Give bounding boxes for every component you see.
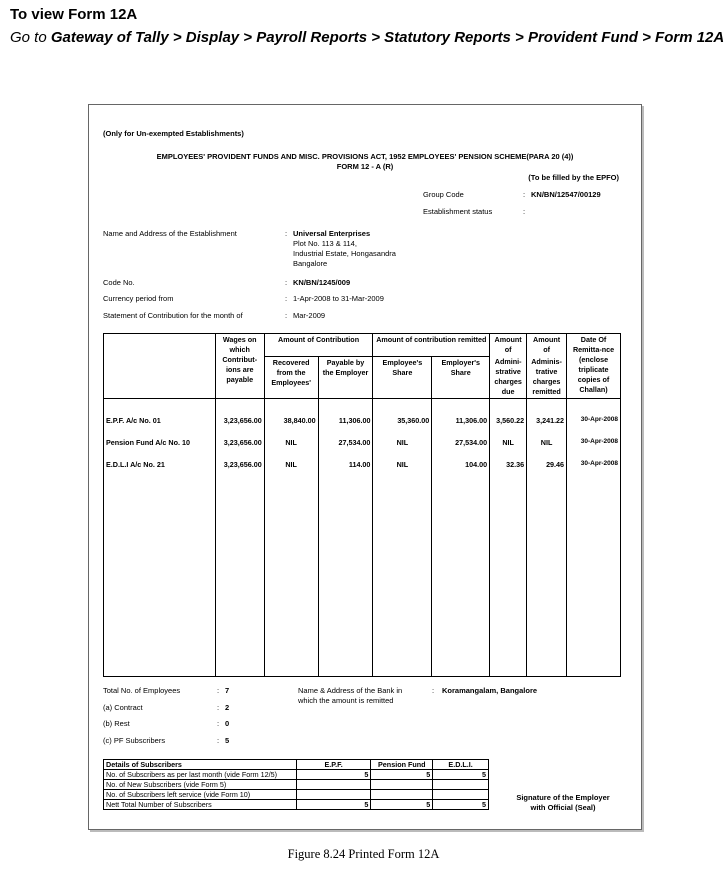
table-row: [104, 780, 489, 790]
table-row: [104, 415, 621, 437]
colon: :: [217, 736, 220, 745]
table-row: [104, 800, 489, 810]
admin-remitted-header-top: Amount of: [527, 334, 567, 357]
establishment-status-label: Establishment status: [423, 207, 493, 216]
employer-share-cell: 104.00: [432, 459, 490, 481]
row-label: E.D.L.I A/c No. 21: [104, 459, 216, 481]
bank-label-continued: which the amount is remitted: [298, 696, 394, 705]
blank-header-cell: [104, 334, 216, 399]
pension-header: Pension Fund: [371, 760, 433, 770]
table-row: [104, 770, 489, 780]
establishment-name: Universal Enterprises: [293, 229, 371, 238]
epf-cell: [296, 780, 371, 790]
subscriber-label: No. of New Subscribers (vide Form 5): [104, 780, 297, 790]
admin-due-header-top: Amount of: [490, 334, 527, 357]
filler-row: [104, 481, 621, 677]
table-row: [104, 459, 621, 481]
pf-subscribers-value: 5: [225, 736, 230, 745]
admin-due-cell: NIL: [490, 437, 527, 459]
code-value: KN/BN/1245/009: [293, 278, 351, 287]
date-header: Date Of Remitta-nce (enclose triplicate copies of Challan): [567, 334, 621, 399]
admin-remitted-header: Adminis-trative charges remitted: [527, 356, 567, 399]
colon: :: [523, 190, 526, 199]
wages-cell: 3,23,656.00: [215, 437, 264, 459]
recovered-header: Recovered from the Employees': [264, 356, 318, 399]
employee-share-header: Employee's Share: [373, 356, 432, 399]
pension-cell: 5: [371, 770, 433, 780]
wages-header: Wages on which Contribut-ions are payable: [215, 334, 264, 399]
date-cell: 30-Apr-2008: [567, 459, 621, 481]
establishment-address-line: Bangalore: [293, 259, 328, 268]
date-cell: 30-Apr-2008: [567, 437, 621, 459]
table-header-row: [104, 334, 621, 357]
payable-cell: 11,306.00: [318, 415, 373, 437]
subscribers-header-row: [104, 760, 489, 770]
colon: :: [217, 703, 220, 712]
pension-cell: [371, 790, 433, 800]
signature-line: Signature of the Employer: [516, 793, 610, 802]
subscriber-label: Nett Total Number of Subscribers: [104, 800, 297, 810]
currency-label: Currency period from: [103, 294, 174, 303]
colon: :: [523, 207, 526, 216]
contract-value: 2: [225, 703, 230, 712]
edli-header: E.D.L.I.: [433, 760, 489, 770]
figure-caption: Figure 8.24 Printed Form 12A: [287, 847, 440, 861]
total-employees-label: Total No. of Employees: [103, 686, 181, 695]
recovered-cell: NIL: [264, 437, 318, 459]
name-address-label: Name and Address of the Establishment: [103, 229, 237, 238]
currency-value: 1-Apr-2008 to 31-Mar-2009: [293, 294, 384, 303]
employer-share-header: Employer's Share: [432, 356, 490, 399]
epf-cell: 5: [296, 770, 371, 780]
statement-value: Mar-2009: [293, 311, 326, 320]
employer-share-cell: 11,306.00: [432, 415, 490, 437]
payable-cell: 114.00: [318, 459, 373, 481]
colon: :: [285, 294, 288, 303]
colon: :: [432, 686, 435, 695]
admin-due-cell: 3,560.22: [490, 415, 527, 437]
establishment-address-line: Plot No. 113 & 114,: [293, 239, 357, 248]
contribution-table: [103, 333, 621, 677]
group-code-label: Group Code: [423, 190, 464, 199]
act-title: EMPLOYEES' PROVIDENT FUNDS AND MISC. PROVISIONS ACT, 1952 EMPLOYEES' PENSION SCHEME(PARA 20 (4)): [156, 152, 574, 161]
colon: :: [285, 229, 288, 238]
navigation-path: [10, 29, 725, 47]
wages-cell: 3,23,656.00: [215, 459, 264, 481]
colon: :: [285, 278, 288, 287]
code-label: Code No.: [103, 278, 135, 287]
admin-due-cell: 32.36: [490, 459, 527, 481]
table-row: [104, 437, 621, 459]
subscribers-table: [103, 759, 489, 810]
group-code-value: KN/BN/12547/00129: [531, 190, 601, 199]
employee-share-cell: NIL: [373, 437, 432, 459]
page-title: To view Form 12A: [10, 6, 138, 23]
edli-cell: [433, 790, 489, 800]
epf-cell: 5: [296, 800, 371, 810]
signature-seal: with Official (Seal): [530, 803, 596, 812]
payable-cell: 27,534.00: [318, 437, 373, 459]
colon: :: [285, 311, 288, 320]
bank-label: Name & Address of the Bank in: [298, 686, 403, 695]
recovered-cell: 38,840.00: [264, 415, 318, 437]
form-page: [88, 104, 642, 830]
colon: :: [217, 686, 220, 695]
admin-remitted-cell: 3,241.22: [527, 415, 567, 437]
employee-share-cell: NIL: [373, 459, 432, 481]
payable-header: Payable by the Employer: [318, 356, 373, 399]
path-prefix: Go to: [10, 29, 51, 46]
epfo-note: (To be filled by the EPFO): [528, 173, 619, 182]
total-employees-value: 7: [225, 686, 230, 695]
wages-cell: 3,23,656.00: [215, 415, 264, 437]
form-number: FORM 12 - A (R): [336, 162, 394, 171]
spacer-row: [104, 399, 621, 415]
admin-remitted-cell: NIL: [527, 437, 567, 459]
table-row: [104, 790, 489, 800]
pension-cell: 5: [371, 800, 433, 810]
establishment-address-line: Industrial Estate, Hongasandra: [293, 249, 396, 258]
date-cell: 30-Apr-2008: [567, 415, 621, 437]
rest-label: (b) Rest: [103, 719, 130, 728]
pension-cell: [371, 780, 433, 790]
subscriber-label: No. of Subscribers left service (vide Form 10): [104, 790, 297, 800]
details-header: Details of Subscribers: [104, 760, 297, 770]
row-label: Pension Fund A/c No. 10: [104, 437, 216, 459]
pf-subscribers-label: (c) PF Subscribers: [103, 736, 166, 745]
contract-label: (a) Contract: [103, 703, 143, 712]
colon: :: [217, 719, 220, 728]
path-text: Gateway of Tally > Display > Payroll Reports > Statutory Reports > Provident Fund > Form 12A: [50, 29, 725, 46]
rest-value: 0: [225, 719, 230, 728]
edli-cell: 5: [433, 800, 489, 810]
amount-remitted-header: Amount of contribution remitted: [373, 334, 490, 357]
admin-remitted-cell: 29.46: [527, 459, 567, 481]
bank-value: Koramangalam, Bangalore: [442, 686, 538, 695]
subscriber-label: No. of Subscribers as per last month (vide Form 12/5): [104, 770, 297, 780]
exempt-note: (Only for Un-exempted Establishments): [103, 129, 244, 138]
amount-contribution-header: Amount of Contribution: [264, 334, 373, 357]
employee-share-cell: 35,360.00: [373, 415, 432, 437]
employer-share-cell: 27,534.00: [432, 437, 490, 459]
epf-header: E.P.F.: [296, 760, 371, 770]
statement-label: Statement of Contribution for the month of: [103, 311, 243, 320]
recovered-cell: NIL: [264, 459, 318, 481]
admin-due-header: Admini-strative charges due: [490, 356, 527, 399]
epf-cell: [296, 790, 371, 800]
edli-cell: [433, 780, 489, 790]
row-label: E.P.F. A/c No. 01: [104, 415, 216, 437]
edli-cell: 5: [433, 770, 489, 780]
